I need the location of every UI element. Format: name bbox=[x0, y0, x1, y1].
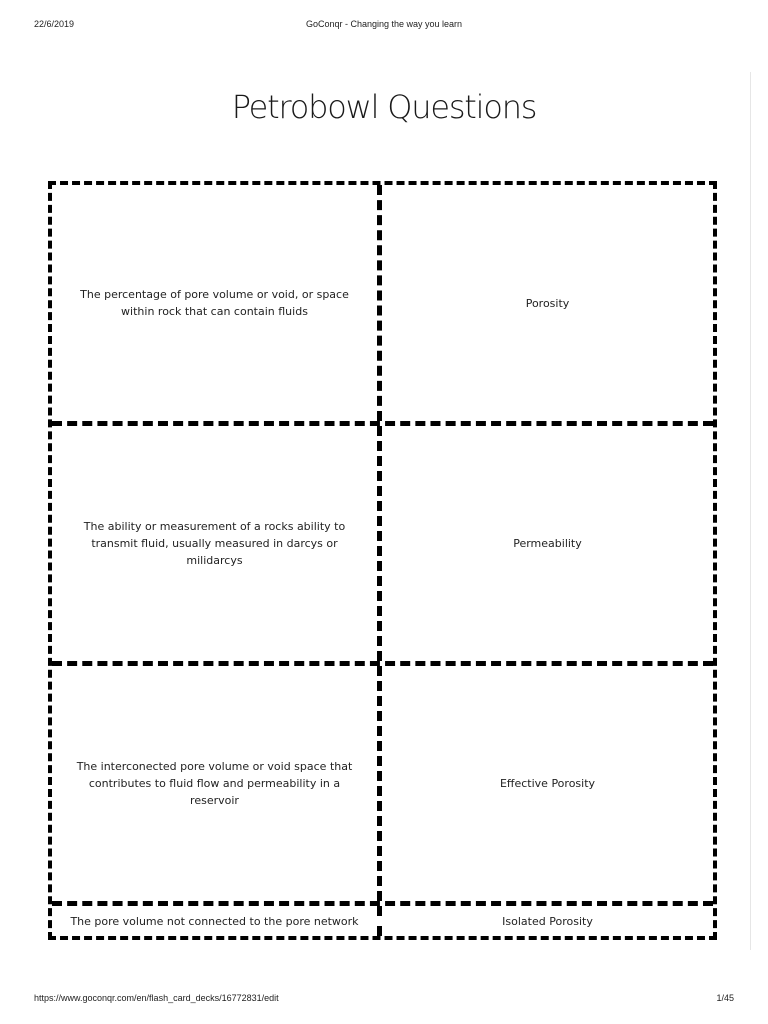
page-number: 1/45 bbox=[716, 993, 734, 1003]
print-footer bbox=[34, 993, 734, 1005]
flashcard-question: The pore volume not connected to the pore network bbox=[52, 906, 382, 936]
flashcard-question: The percentage of pore volume or void, or space within rock that can contain fluids bbox=[52, 185, 382, 421]
print-date: 22/6/2019 bbox=[34, 19, 75, 29]
print-page-title: GoConqr - Changing the way you learn bbox=[305, 19, 463, 29]
flashcard-row bbox=[52, 901, 713, 936]
print-url: https://www.goconqr.com/en/flash_card_decks/16772831/edit bbox=[34, 993, 279, 1003]
deck-title: Petrobowl Questions bbox=[231, 88, 537, 126]
page-edge-rule bbox=[750, 72, 751, 950]
flashcard-question: The ability or measurement of a rocks ability to transmit fluid, usually measured in darcys or milidarcys bbox=[52, 426, 382, 661]
flashcard-answer: Permeability bbox=[513, 537, 582, 550]
print-header bbox=[34, 19, 734, 31]
flashcard-grid bbox=[48, 181, 717, 940]
flashcard-answer: Isolated Porosity bbox=[502, 914, 593, 928]
flashcard-answer: Effective Porosity bbox=[499, 777, 596, 790]
flashcard-question: The interconected pore volume or void space that contributes to fluid flow and permeability in a reservoir bbox=[52, 666, 382, 901]
flashcard-answer: Porosity bbox=[525, 296, 570, 310]
flashcard-row bbox=[52, 185, 713, 421]
flashcard-row bbox=[52, 421, 713, 661]
flashcard-row bbox=[52, 661, 713, 901]
